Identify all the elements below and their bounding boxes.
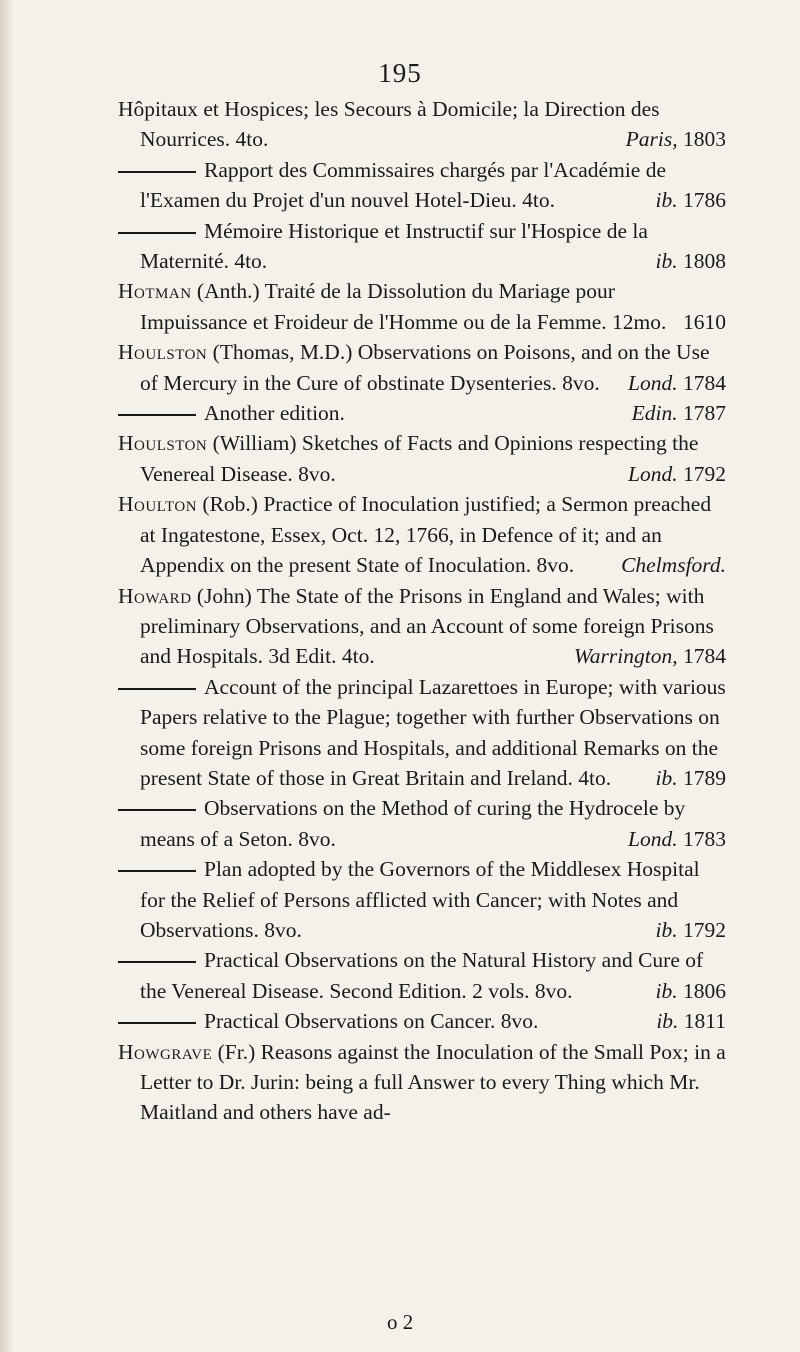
printer-signature: o 2	[387, 1310, 414, 1334]
entry-title: Rapport des Commissaires chargés par l'Académie de l'Examen du Projet d'un nouvel Hotel-Dieu. 4to.	[140, 157, 667, 213]
entry-author: Houlston	[118, 431, 208, 456]
page-number: 195	[378, 58, 422, 88]
entry-title: Practical Observations on the Natural History and Cure of the Venereal Disease. Second Edition. 2 vols. 8vo.	[140, 948, 704, 1003]
entry-year: 1784	[677, 370, 726, 395]
bibliography-entry	[118, 216, 726, 277]
entry-author: Howard	[118, 583, 192, 608]
entry-imprint	[607, 550, 726, 580]
entry-place: ib.	[655, 188, 678, 213]
entry-title: Another edition.	[204, 401, 345, 426]
entry-year: 1787	[677, 401, 726, 426]
entry-imprint	[614, 824, 726, 854]
entry-title: Hôpitaux et Hospices; les Secours à Domicile; la Direction des Nourrices. 4to.	[118, 97, 660, 152]
entry-author: Houlston	[118, 340, 208, 365]
entry-imprint	[618, 398, 726, 428]
entry-year: 1792	[677, 917, 726, 942]
bibliography-entry	[118, 155, 726, 216]
entry-imprint	[669, 307, 726, 337]
entry-title: Mémoire Historique et Instructif sur l'Hospice de la Maternité. 4to.	[140, 218, 648, 274]
bibliography-entry	[118, 672, 726, 794]
bibliography-entry	[118, 854, 726, 945]
entry-year: 1803	[677, 127, 726, 152]
entry-place: ib.	[655, 249, 678, 274]
entry-title: (Rob.) Practice of Inoculation justified; a Sermon preached at Ingatestone, Essex, Oct. 12, 1766, in Defence of it; and an Appendix on the present State of Inoculation. 8vo.	[140, 492, 712, 578]
entry-imprint	[614, 459, 726, 489]
entry-place: ib.	[655, 765, 678, 790]
bibliography-entry	[118, 1037, 726, 1128]
ditto-dash	[118, 414, 196, 416]
bibliography-entry	[118, 945, 726, 1006]
entry-author: Hotman	[118, 279, 192, 304]
bibliography-entry	[118, 276, 726, 337]
entry-imprint	[642, 1006, 726, 1036]
bibliography-entry	[118, 581, 726, 672]
entry-place: Warrington,	[573, 644, 678, 669]
entry-imprint	[560, 641, 726, 671]
entry-title: Practical Observations on Cancer. 8vo.	[204, 1009, 539, 1034]
bibliography-entry	[118, 489, 726, 580]
entry-year: 1792	[677, 461, 726, 486]
entry-imprint	[642, 976, 726, 1006]
entry-year: 1789	[677, 765, 726, 790]
entry-imprint	[642, 246, 726, 276]
entry-year: 1811	[678, 1009, 726, 1034]
entry-place: ib.	[655, 978, 678, 1003]
ditto-dash	[118, 1022, 196, 1024]
page-gutter-shadow	[0, 0, 14, 1352]
bibliography-entry	[118, 1006, 726, 1036]
entry-title: (John) The State of the Prisons in England and Wales; with preliminary Observations, and an Account of some foreign Prisons and Hospitals. 3d Edit. 4to.	[140, 583, 714, 669]
entry-imprint	[642, 915, 726, 945]
entry-place: ib.	[656, 1009, 679, 1034]
entry-title: Plan adopted by the Governors of the Middlesex Hospital for the Relief of Persons afflicted with Cancer; with Notes and Observations. 8vo.	[140, 857, 700, 942]
ditto-dash	[118, 961, 196, 963]
ditto-dash	[118, 809, 196, 811]
entry-imprint	[642, 185, 726, 215]
bibliography-entry	[118, 94, 726, 155]
entry-title: (Fr.) Reasons against the Inoculation of the Small Pox; in a Letter to Dr. Jurin: being a full Answer to every Thing which Mr. Maitland and others have ad-	[140, 1039, 726, 1125]
entry-place: Edin.	[631, 401, 678, 426]
entry-year: 1610	[683, 309, 726, 334]
ditto-dash	[118, 870, 196, 872]
entry-title: (Thomas, M.D.) Observations on Poisons, and on the Use of Mercury in the Cure of obstinate Dysenteries. 8vo.	[140, 340, 710, 395]
entry-author: Houlton	[118, 492, 198, 517]
ditto-dash	[118, 232, 196, 234]
bibliography-entry	[118, 428, 726, 489]
bibliography-entries	[118, 94, 726, 1128]
entry-place: Lond.	[628, 461, 678, 486]
entry-title: (Anth.) Traité de la Dissolution du Mariage pour Impuissance et Froideur de l'Homme ou de la Femme. 12mo.	[140, 279, 667, 334]
entry-place: Lond.	[628, 826, 678, 851]
entry-imprint	[614, 368, 726, 398]
entry-place: Lond.	[628, 370, 678, 395]
entry-place: ib.	[655, 917, 678, 942]
ditto-dash	[118, 171, 196, 173]
entry-place: Chelmsford.	[621, 553, 726, 578]
entry-imprint	[612, 124, 726, 154]
entry-year: 1806	[677, 978, 726, 1003]
entry-author: Howgrave	[118, 1039, 213, 1064]
entry-title: Observations on the Method of curing the Hydrocele by means of a Seton. 8vo.	[140, 796, 686, 851]
entry-year: 1784	[677, 644, 726, 669]
bibliography-entry	[118, 398, 726, 428]
bibliography-entry	[118, 793, 726, 854]
entry-title: (William) Sketches of Facts and Opinions respecting the Venereal Disease. 8vo.	[140, 431, 699, 486]
entry-place: Paris,	[625, 127, 678, 152]
entry-year: 1786	[677, 188, 726, 213]
entry-imprint	[642, 763, 726, 793]
entry-year: 1808	[677, 249, 726, 274]
entry-year: 1783	[677, 826, 726, 851]
ditto-dash	[118, 688, 196, 690]
bibliography-entry	[118, 337, 726, 398]
entry-title: Account of the principal Lazarettoes in Europe; with various Papers relative to the Plague; together with further Observations on some foreign Prisons and Hospitals, and additional Remarks on the present State of those in Great Britain and Ireland. 4to.	[140, 674, 726, 790]
